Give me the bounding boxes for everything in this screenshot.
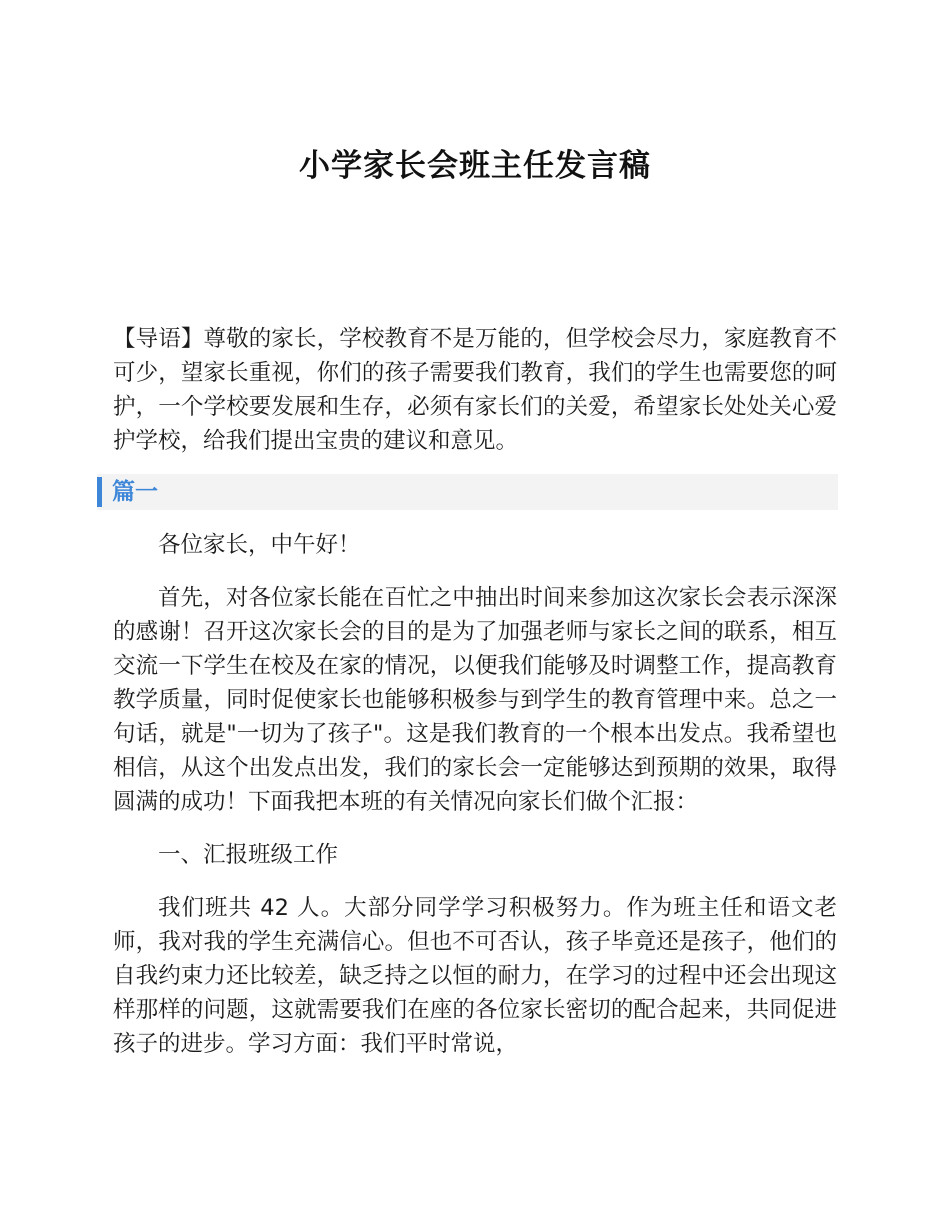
intro-paragraph: 【导语】尊敬的家长，学校教育不是万能的，但学校会尽力，家庭教育不可少，望家长重视，你们的孩子需要我们教育，我们的学生也需要您的呵护，一个学校要发展和生存，必须有家长们的关爱，希望家长处处关心爱护学校，给我们提出宝贵的建议和意见。 [113,326,837,454]
opening-paragraph: 首先，对各位家长能在百忙之中抽出时间来参加这次家长会表示深深的感谢！召开这次家长会的目的是为了加强老师与家长之间的联系，相互交流一下学生在校及在家的情况，以便我们能够及时调整工作，提高教育教学质量，同时促使家长也能够积极参与到学生的教育管理中来。总之一句话，就是"一切为了孩子"。这是我们教育的一个根本出发点。我希望也相信，从这个出发点出发，我们的家长会一定能够达到预期的效果，取得圆满的成功！下面我把本班的有关情况向家长们做个汇报： [113,585,837,815]
section-accent-bar [97,477,102,507]
section-title: 篇一 [112,479,158,505]
document-title: 小学家长会班主任发言稿 [299,148,651,184]
body-text [113,528,837,1080]
greeting-paragraph: 各位家长，中午好！ [158,532,361,558]
section-header [97,474,838,510]
class-report-paragraph: 我们班共 42 人。大部分同学学习积极努力。作为班主任和语文老师，我对我的学生充满信心。但也不可否认，孩子毕竟还是孩子，他们的自我约束力还比较差，缺乏持之以恒的耐力，在学习的过程中还会出现这样那样的问题，这就需要我们在座的各位家长密切的配合起来，共同促进孩子的进步。学习方面：我们平时常说， [113,895,837,1057]
subsection-heading: 一、汇报班级工作 [158,842,339,868]
